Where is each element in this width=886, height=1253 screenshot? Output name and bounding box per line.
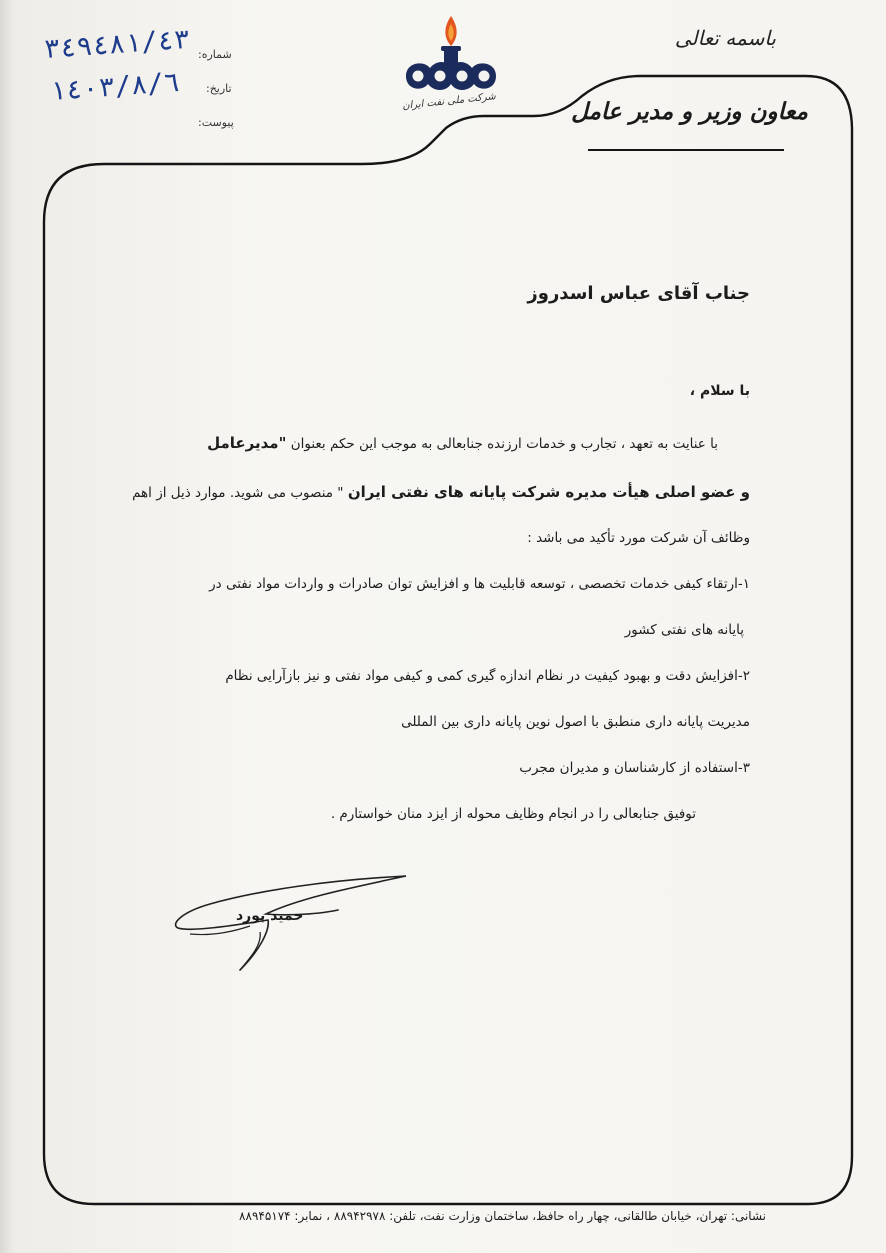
- attachment-label: پیوست:: [198, 116, 234, 129]
- number-value: ٣٤٩٤٨١/٤٣: [42, 23, 192, 65]
- closing-line: توفیق جنابعالی را در انجام وظایف محوله از ایزد منان خواستارم .: [330, 806, 696, 822]
- logo-caption: شرکت ملی نفت ایران: [401, 91, 497, 112]
- number-label: شماره:: [198, 48, 232, 61]
- footer-address: نشانی: تهران، خیابان طالقانی، چهار راه حافظ، ساختمان وزارت نفت، تلفن: ۸۸۹۴۲۹۷۸ ، نمابر: ۸۸۹۴۵۱۷۴: [239, 1209, 766, 1223]
- page-edge-shadow: [0, 0, 14, 1253]
- body-line-2-bold: و عضو اصلی هیأت مدیره شرکت پایانه های نفتی ایران: [347, 483, 750, 501]
- item-1-line-2: پایانه های نفتی کشور: [624, 622, 744, 638]
- handwritten-signature: [170, 870, 420, 985]
- greeting: با سلام ،: [689, 383, 750, 399]
- body-line-2-text: " منصوب می شوید. موارد ذیل از اهم: [132, 485, 348, 501]
- date-value: ١٤٠٣/٨/٦: [48, 66, 181, 107]
- date-label: تاریخ:: [206, 82, 232, 95]
- signatory-name: حمید بورد: [236, 908, 304, 924]
- office-title: معاون وزیر و مدیر عامل: [571, 98, 808, 125]
- invocation-text: باسمه تعالی: [674, 26, 776, 50]
- item-1-line-1: ۱-ارتقاء کیفی خدمات تخصصی ، توسعه قابلیت ها و افزایش توان صادرات و واردات مواد نفتی در: [209, 576, 750, 592]
- body-line-1-text: با عنایت به تعهد ، تجارب و خدمات ارزنده جنابعالی به موجب این حکم بعنوان: [286, 436, 718, 452]
- body-line-3: وظائف آن شرکت مورد تأکید می باشد :: [527, 530, 750, 546]
- body-line-2: [132, 483, 750, 501]
- item-2-line-1: ۲-افزایش دقت و بهبود کیفیت در نظام اندازه گیری کمی و کیفی مواد نفتی و نیز بازآرایی نظام: [225, 668, 750, 684]
- addressee: جناب آقای عباس اسدروز: [527, 283, 750, 304]
- body-line-1-bold: "مدیرعامل: [207, 434, 287, 452]
- item-3: ۳-استفاده از کارشناسان و مدیران مجرب: [519, 760, 750, 776]
- body-line-1: [207, 434, 750, 452]
- item-2-line-2: مدیریت پایانه داری منطبق با اصول نوین پایانه داری بین المللی: [401, 714, 750, 730]
